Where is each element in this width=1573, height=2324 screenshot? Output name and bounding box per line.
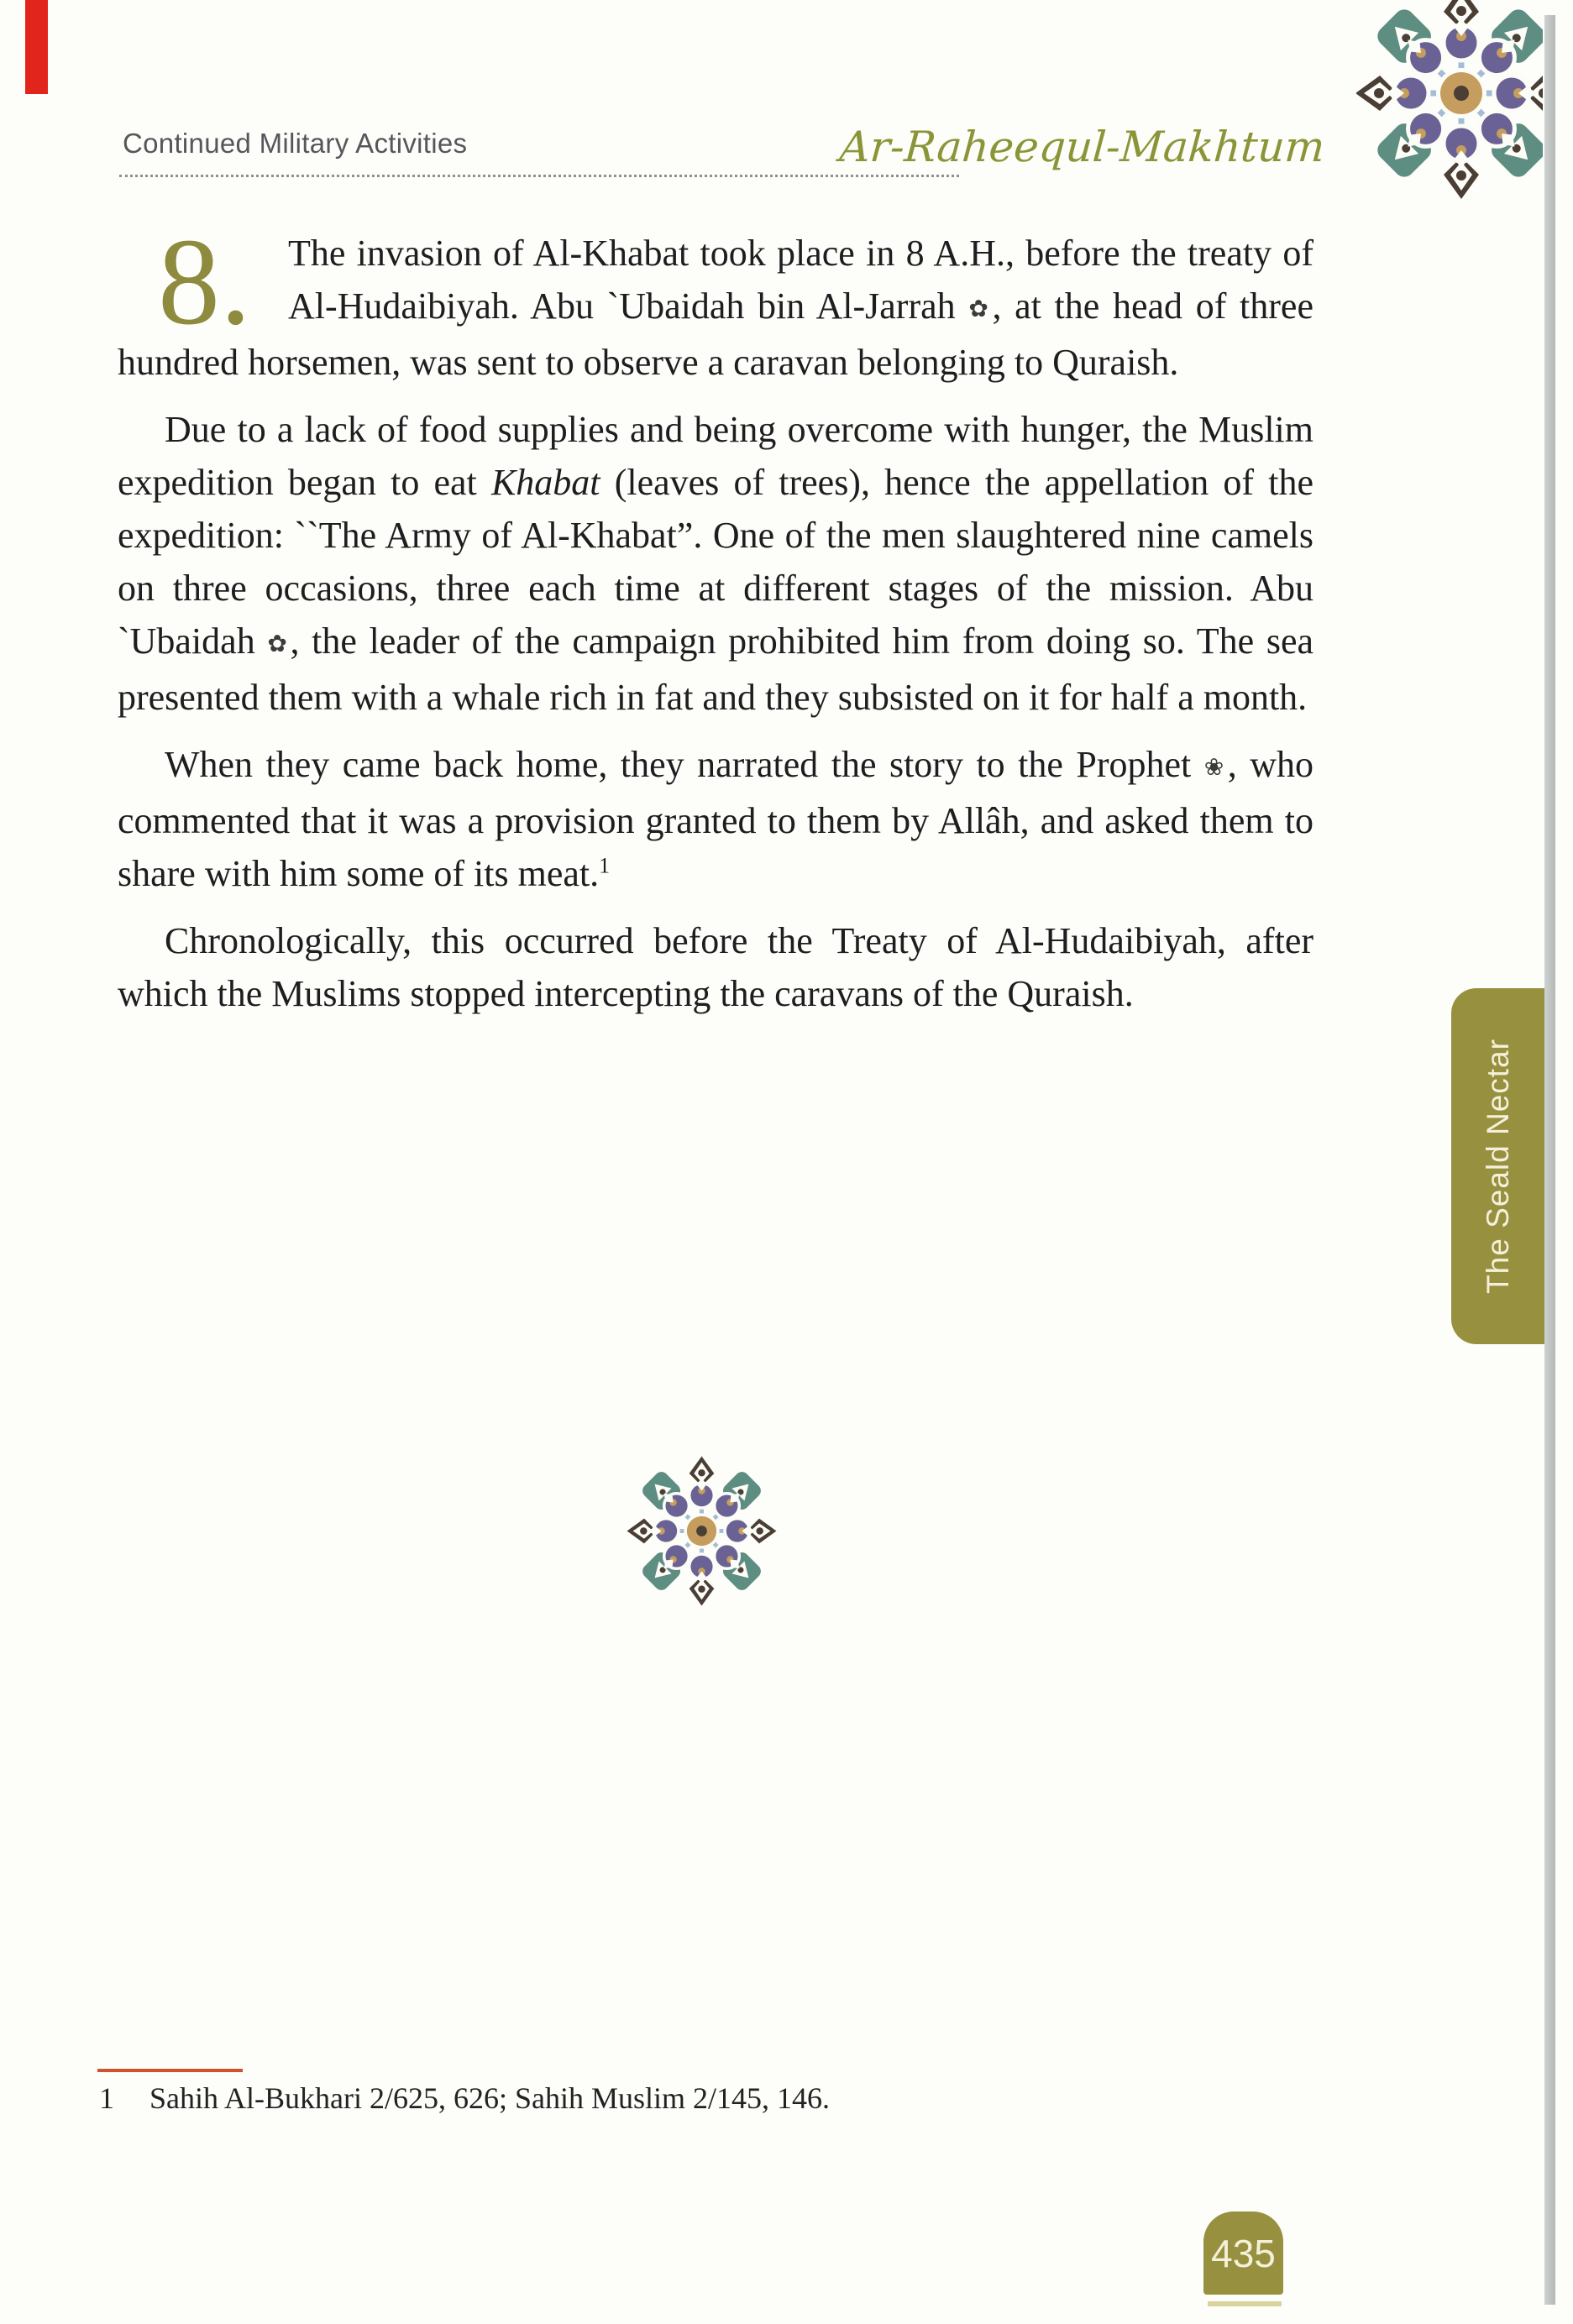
- footnote-number: 1: [99, 2081, 114, 2115]
- drop-cap-number: 8.: [158, 213, 251, 351]
- section-header: Continued Military Activities: [123, 128, 468, 159]
- text-segment: , who commented that it was a provision granted to them by Allâh, and asked them to share with him some of its meat.: [118, 744, 1313, 894]
- footnote-reference: 1: [599, 853, 611, 878]
- sidebar-tab-label: The Seald Nectar: [1480, 1039, 1515, 1294]
- page-number-underline: [1208, 2301, 1282, 2306]
- text-segment: Khabat: [490, 462, 600, 503]
- corner-ornament: [1356, 0, 1543, 200]
- text-segment: Chronologically, this occurred before the Treaty of Al-Hudaibiyah, after which the Muslims stopped intercepting the caravans of the Quraish.: [118, 920, 1313, 1014]
- paragraph-1: [118, 213, 1313, 389]
- page-edge-red-bookmark: [25, 0, 48, 94]
- text-segment: , the leader of the campaign prohibited him from doing so. The sea presented them with a whale rich in fat and they subsisted on it for half a month.: [118, 620, 1313, 718]
- text-segment: When they came back home, they narrated the story to the Prophet: [165, 744, 1204, 785]
- page-edge-strip: [1544, 15, 1555, 2305]
- center-ornament islamic-rosette-icon: [624, 1453, 779, 1609]
- page-number-box: 435: [1203, 2211, 1283, 2295]
- text-segment: The invasion of Al-Khabat took place in 8 A.H., before the treaty of Al-Hudaibiyah. Abu `Ubaidah bin Al-Jarrah: [288, 233, 1313, 327]
- footnote-rule: [97, 2069, 243, 2072]
- radi-allahu-anhu-mark: ✿: [968, 296, 993, 322]
- footnote-text: Sahih Al-Bukhari 2/625, 626; Sahih Muslim 2/145, 146.: [149, 2081, 831, 2115]
- header-dotted-rule: [119, 156, 959, 177]
- radi-allahu-anhu-mark: ✿: [267, 631, 291, 657]
- body-paragraphs: [118, 213, 1313, 1034]
- sidebar-tab: [1451, 988, 1544, 1344]
- text-segment: (leaves of trees), hence the appellation of the expedition: ``The Army of Al-Khabat”. One of the men slaughtered nine camels on three occasions, three each time at different stages of the mission. Abu `Ubaidah: [118, 462, 1313, 662]
- islamic-rosette-icon: [1356, 0, 1543, 200]
- book-title-script: Ar-Raheequl-Makhtum: [837, 123, 1327, 171]
- footnote: [99, 2081, 830, 2116]
- text-segment: , at the head of three hundred horsemen, was sent to observe a caravan belonging to Quraish.: [118, 285, 1313, 383]
- paragraph-4: [118, 914, 1313, 1020]
- paragraph-2: [118, 403, 1313, 724]
- text-segment: Due to a lack of food supplies and being overcome with hunger, the Muslim expedition began to eat: [118, 409, 1313, 503]
- paragraph-3: [118, 738, 1313, 900]
- salla-allahu-alayhi-wasallam-mark: ❀: [1203, 755, 1228, 781]
